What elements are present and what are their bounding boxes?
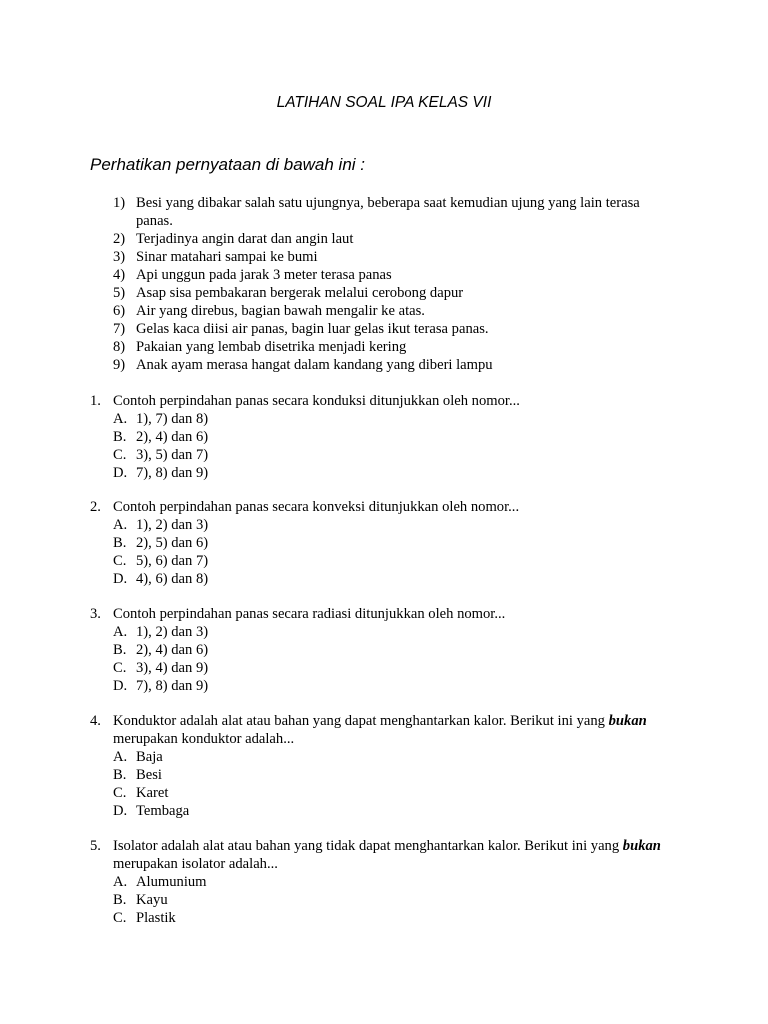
statement-number: 3) [113,249,126,265]
statement-text: Sinar matahari sampai ke bumi [136,249,318,265]
question-1 [0,392,768,482]
statement-item [0,356,656,374]
statement-item [0,266,656,284]
option-letter: D. [113,465,128,481]
question-5 [0,837,768,927]
answer-option [0,909,768,927]
answer-option [0,766,768,784]
option-letter: D. [113,571,128,587]
option-text: 1), 2) dan 3) [136,517,209,533]
answer-option [0,641,768,659]
statement-text: Anak ayam merasa hangat dalam kandang yang diberi lampu [136,357,493,373]
option-letter: D. [113,678,128,694]
answer-option [0,748,768,766]
statement-item [0,230,656,248]
option-text: Karet [136,785,169,801]
statement-number: 8) [113,339,126,355]
answer-option [0,623,768,641]
statement-text: Gelas kaca diisi air panas, bagin luar gelas ikut terasa panas. [136,321,489,337]
option-text: 2), 5) dan 6) [136,535,209,551]
option-text: 7), 8) dan 9) [136,678,209,694]
question-text: Contoh perpindahan panas secara radiasi ditunjukkan oleh nomor... [113,606,506,622]
statement-number: 9) [113,357,126,373]
answer-option [0,784,768,802]
statement-number: 5) [113,285,126,301]
question-2 [0,498,768,588]
question-number: 1. [90,393,101,409]
option-text: 3), 5) dan 7) [136,447,209,463]
option-letter: B. [113,429,127,445]
option-letter: A. [113,624,128,640]
option-text: Alumunium [136,874,207,890]
option-text: 4), 6) dan 8) [136,571,209,587]
option-letter: C. [113,785,127,801]
option-text: Besi [136,767,162,783]
statement-number: 6) [113,303,126,319]
question-stem [0,837,665,873]
answer-option [0,891,768,909]
question-stem [0,498,665,516]
statement-number: 4) [113,267,126,283]
question-number: 5. [90,838,101,854]
question-stem [0,605,665,623]
option-text: 2), 4) dan 6) [136,642,209,658]
option-text: Baja [136,749,163,765]
option-letter: A. [113,874,128,890]
question-text: Contoh perpindahan panas secara konduksi ditunjukkan oleh nomor... [113,393,520,409]
question-text-after: merupakan konduktor adalah... [113,731,295,747]
statement-item [0,338,656,356]
option-letter: C. [113,553,127,569]
question-text-after: merupakan isolator adalah... [113,856,278,872]
option-text: 1), 2) dan 3) [136,624,209,640]
answer-option [0,873,768,891]
question-number: 4. [90,713,101,729]
option-text: 1), 7) dan 8) [136,411,209,427]
option-letter: B. [113,535,127,551]
statement-text: Asap sisa pembakaran bergerak melalui cerobong dapur [136,285,464,301]
option-text: 2), 4) dan 6) [136,429,209,445]
statement-item [0,302,656,320]
statement-item [0,320,656,338]
option-text: Kayu [136,892,168,908]
option-letter: A. [113,749,128,765]
statement-number: 1) [113,195,126,211]
answer-option [0,802,768,820]
answer-option [0,552,768,570]
statement-item [0,284,656,302]
question-4 [0,712,768,820]
answer-option [0,464,768,482]
answer-option [0,534,768,552]
document-title: LATIHAN SOAL IPA KELAS VII [276,94,492,111]
statement-text: Pakaian yang lembab disetrika menjadi kering [136,339,407,355]
option-text: Plastik [136,910,176,926]
answer-option [0,570,768,588]
question-text-before: Konduktor adalah alat atau bahan yang dapat menghantarkan kalor. Berikut ini yang [113,713,609,729]
option-letter: B. [113,767,127,783]
answer-option [0,677,768,695]
question-3 [0,605,768,695]
statement-item [0,248,656,266]
option-letter: C. [113,660,127,676]
option-letter: D. [113,803,128,819]
answer-option [0,446,768,464]
answer-option [0,410,768,428]
option-text: Tembaga [136,803,190,819]
statement-text: Besi yang dibakar salah satu ujungnya, beberapa saat kemudian ujung yang lain terasa panas. [136,195,640,229]
statement-number: 2) [113,231,126,247]
statement-number: 7) [113,321,126,337]
question-text: Contoh perpindahan panas secara konveksi ditunjukkan oleh nomor... [113,499,520,515]
question-emphasis: bukan [608,713,647,729]
statement-text: Terjadinya angin darat dan angin laut [136,231,354,247]
option-letter: A. [113,517,128,533]
instruction-heading: Perhatikan pernyataan di bawah ini : [90,155,366,174]
option-letter: B. [113,892,127,908]
question-stem [0,712,665,748]
statement-list [0,194,768,374]
statement-item [0,194,656,230]
question-emphasis: bukan [622,838,661,854]
option-text: 5), 6) dan 7) [136,553,209,569]
option-letter: B. [113,642,127,658]
option-letter: C. [113,447,127,463]
question-number: 2. [90,499,101,515]
option-letter: A. [113,411,128,427]
answer-option [0,659,768,677]
question-stem [0,392,665,410]
question-number: 3. [90,606,101,622]
option-text: 7), 8) dan 9) [136,465,209,481]
option-text: 3), 4) dan 9) [136,660,209,676]
option-letter: C. [113,910,127,926]
answer-option [0,516,768,534]
statement-text: Api unggun pada jarak 3 meter terasa panas [136,267,392,283]
question-text-before: Isolator adalah alat atau bahan yang tidak dapat menghantarkan kalor. Berikut ini yang [113,838,623,854]
statement-text: Air yang direbus, bagian bawah mengalir ke atas. [136,303,425,319]
answer-option [0,428,768,446]
